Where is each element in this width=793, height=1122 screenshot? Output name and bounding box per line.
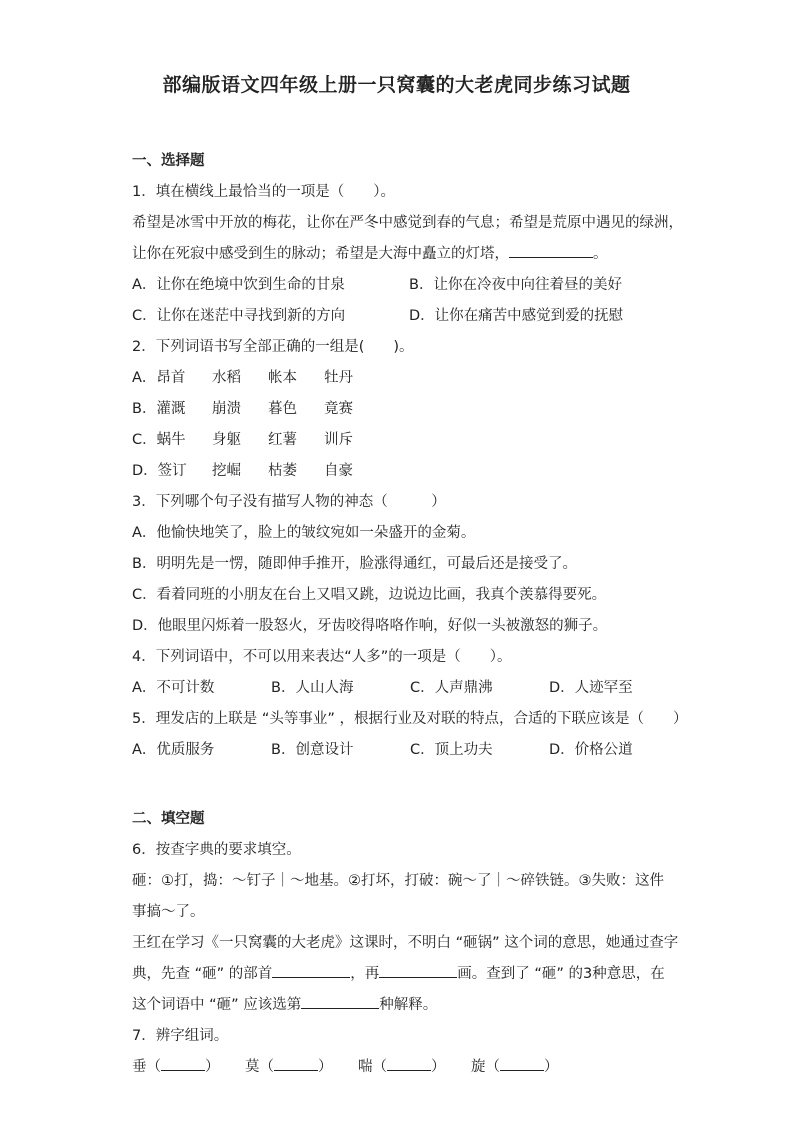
- q4-option-a[interactable]: A．不可计数: [132, 680, 215, 696]
- q5-option-b[interactable]: B．创意设计: [271, 742, 354, 758]
- q5-option-d[interactable]: D．价格公道: [549, 742, 633, 758]
- q7-item: [132, 1052, 245, 1083]
- q3-option-d[interactable]: D．他眼里闪烁着一股怒火，牙齿咬得咯咯作响，好似一头被激怒的狮子。: [132, 618, 608, 634]
- q1-passage-line2: [132, 239, 662, 270]
- q6-stroke-blank[interactable]: [379, 962, 457, 978]
- q3-option-c[interactable]: C．看着同班的小朋友在台上又唱又跳，边说边比画，我真个羡慕得要死。: [132, 587, 607, 603]
- q7-item: [471, 1052, 584, 1083]
- q6-definition-line1: 砸：①打，捣：～钉子｜～地基。②打坏，打破：碗～了｜～碎铁链。③失败：这件: [132, 873, 664, 889]
- q6-definition-line2: 事搞～了。: [132, 904, 205, 920]
- q6-text: 画。查到了 “砸” 的3种意思，在: [457, 966, 665, 982]
- q6-meaning-blank[interactable]: [301, 993, 379, 1009]
- q2-stem: 2．下列词语书写全部正确的一组是( )。: [132, 339, 414, 355]
- exam-content: [132, 146, 688, 1083]
- q2-word: 自豪: [324, 463, 353, 479]
- q7-blank[interactable]: [500, 1056, 544, 1071]
- q6-text: ，再: [350, 966, 380, 982]
- section-heading-fill: 二、填空题: [132, 811, 205, 827]
- q6-paragraph-line1: 王红在学习《一只窝囊的大老虎》这课时，不明白 “砸锅” 这个词的意思，她通过查字: [132, 935, 679, 951]
- q3-option-b[interactable]: B．明明先是一愣，随即伸手推开，脸涨得通红，可最后还是接受了。: [132, 556, 577, 572]
- q1-option-a[interactable]: A．让你在绝境中饮到生命的甘泉: [132, 277, 345, 293]
- q2-word: 牡丹: [324, 370, 353, 386]
- q7-blank[interactable]: [274, 1056, 318, 1071]
- q2-word: 水稻: [212, 370, 241, 386]
- q2-word: 帐本: [268, 370, 297, 386]
- page-title: 部编版语文四年级上册一只窝囊的大老虎同步练习试题: [162, 74, 631, 96]
- q7-char: 莫（: [245, 1059, 274, 1075]
- q5-option-a[interactable]: A．优质服务: [132, 742, 215, 758]
- q2-word: B．灌溉: [132, 401, 186, 417]
- q3-stem: 3．下列哪个句子没有描写人物的神态（ ）: [132, 494, 446, 510]
- q2-word: 崩溃: [212, 401, 241, 417]
- section-heading-choice: 一、选择题: [132, 153, 205, 169]
- q7-item: [245, 1052, 358, 1083]
- q7-close: ）: [431, 1059, 446, 1075]
- q7-blank[interactable]: [161, 1056, 205, 1071]
- q1-passage-text: 让你在死寂中感受到生的脉动；希望是大海中矗立的灯塔，: [132, 246, 509, 262]
- q1-answer-blank[interactable]: [509, 242, 593, 258]
- q2-word: 身躯: [212, 432, 241, 448]
- q6-radical-blank[interactable]: [272, 962, 350, 978]
- q4-option-d[interactable]: D．人迹罕至: [549, 680, 633, 696]
- q1-option-c[interactable]: C．让你在迷茫中寻找到新的方向: [132, 308, 346, 324]
- q7-item: [358, 1052, 471, 1083]
- q6-text: 种解释。: [379, 997, 438, 1013]
- q2-word: 红薯: [268, 432, 297, 448]
- q5-options: [132, 735, 662, 766]
- q2-word: A．昂首: [132, 370, 186, 386]
- q7-char: 垂（: [132, 1059, 161, 1075]
- q2-word: 训斥: [324, 432, 353, 448]
- q3-option-a[interactable]: A．他愉快地笑了，脸上的皱纹宛如一朵盛开的金菊。: [132, 525, 476, 541]
- q2-option-d[interactable]: [132, 456, 662, 487]
- q1-options-row1: [132, 270, 662, 301]
- q1-passage-line1: 希望是冰雪中开放的梅花，让你在严冬中感觉到春的气息；希望是荒原中遇见的绿洲，: [132, 215, 683, 231]
- q6-stem: 6．按查字典的要求填空。: [132, 842, 301, 858]
- q7-stem: 7．辨字组词。: [132, 1028, 229, 1044]
- q1-stem: 1．填在横线上最恰当的一项是（ ）。: [132, 184, 395, 200]
- q7-close: ）: [318, 1059, 333, 1075]
- q2-option-c[interactable]: [132, 425, 662, 456]
- q7-blank[interactable]: [387, 1056, 431, 1071]
- q4-option-c[interactable]: C．人声鼎沸: [410, 680, 493, 696]
- q6-paragraph-line3: [132, 990, 662, 1021]
- q2-word: 挖崛: [212, 463, 241, 479]
- q6-text: 典，先查 “砸” 的部首: [132, 966, 273, 982]
- q4-stem: 4．下列词语中，不可以用来表达“人多”的一项是（ ）。: [132, 649, 512, 665]
- q6-text: 这个词语中 “砸” 应该选第: [132, 997, 302, 1013]
- q2-word: 枯萎: [268, 463, 297, 479]
- q7-char: 旋（: [471, 1059, 500, 1075]
- q2-option-b[interactable]: [132, 394, 662, 425]
- q4-option-b[interactable]: B．人山人海: [271, 680, 354, 696]
- q2-word: 竟赛: [324, 401, 353, 417]
- q4-options: [132, 673, 662, 704]
- q6-paragraph-line2: [132, 959, 665, 990]
- q5-option-c[interactable]: C．顶上功夫: [410, 742, 493, 758]
- q1-option-d[interactable]: D．让你在痛苦中感觉到爱的抚慰: [409, 308, 624, 324]
- q2-word: D．签订: [132, 463, 187, 479]
- q2-option-a[interactable]: [132, 363, 662, 394]
- section-spacer: [132, 766, 662, 804]
- q7-char-row: [132, 1052, 662, 1083]
- q2-word: C．蜗牛: [132, 432, 186, 448]
- q1-passage-end: 。: [593, 246, 608, 262]
- q7-char: 喘（: [358, 1059, 387, 1075]
- q1-option-b[interactable]: B．让你在冷夜中向往着昼的美好: [409, 277, 622, 293]
- q7-close: ）: [544, 1059, 559, 1075]
- q2-word: 暮色: [268, 401, 297, 417]
- q5-stem: 5．理发店的上联是 “头等事业” ，根据行业及对联的特点，合适的下联应该是（ ）: [132, 711, 688, 727]
- q1-options-row2: [132, 301, 662, 332]
- q7-close: ）: [205, 1059, 220, 1075]
